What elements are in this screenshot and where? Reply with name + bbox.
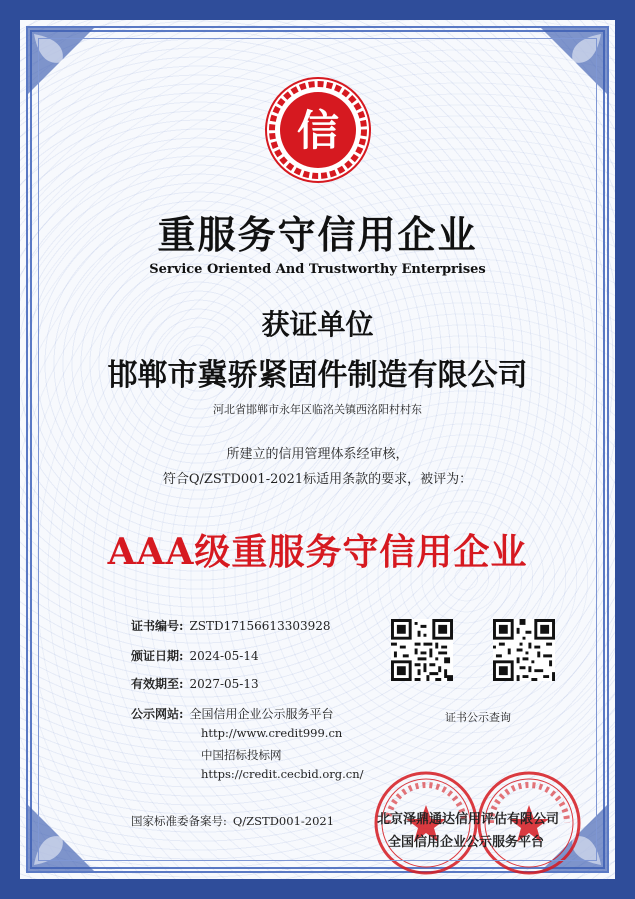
filing-row <box>131 813 334 829</box>
qr-code-icon[interactable] <box>391 619 453 681</box>
certificate-subtitle: Service Oriented And Trustworthy Enterprises <box>149 262 486 277</box>
public-site-row <box>131 705 333 722</box>
rating-title: AAA级重服务守信用企业 <box>107 531 528 573</box>
issue-date-row <box>131 647 259 664</box>
certificate-title: 重服务守信用企业 <box>157 212 478 257</box>
company-name: 邯郸市冀骄紧固件制造有限公司 <box>107 358 528 393</box>
corner-ornament-icon <box>539 26 609 96</box>
site2-name: 中国招标投标网 <box>201 748 282 762</box>
award-label: 获证单位 <box>261 308 374 341</box>
valid-date-row <box>131 675 259 692</box>
corner-ornament-icon <box>26 803 96 873</box>
site2-url[interactable]: https://credit.cecbid.org.cn/ <box>201 767 364 781</box>
site1-name: 全国信用企业公示服务平台 <box>189 707 334 721</box>
emblem-glyph: 信 <box>296 106 339 155</box>
valid-date-label: 有效期至: <box>131 677 184 691</box>
company-address: 河北省邯郸市永年区临洺关镇西洺阳村村东 <box>213 403 422 416</box>
issuer-name-1: 北京泽鼎通达信用评估有限公司 <box>377 812 560 827</box>
issuer-name-2: 全国信用企业公示服务平台 <box>388 835 545 850</box>
qr-caption: 证书公示查询 <box>445 711 511 724</box>
filing-value: Q/ZSTD001-2021 <box>232 814 335 828</box>
emblem-seal-icon <box>263 75 373 185</box>
public-site-label: 公示网站: <box>131 707 184 721</box>
site1-url[interactable]: http://www.credit999.cn <box>201 726 343 740</box>
cert-number-label: 证书编号: <box>131 619 184 633</box>
filing-label: 国家标准委备案号: <box>131 814 227 828</box>
statement-line-2: 符合Q/ZSTD001-2021标适用条款的要求，被评为： <box>162 472 473 487</box>
cert-number-row <box>131 617 331 634</box>
issue-date-value: 2024-05-14 <box>189 649 259 663</box>
statement-line-1: 所建立的信用管理体系经审核， <box>226 447 409 462</box>
qr-code-icon[interactable] <box>493 619 555 681</box>
issue-date-label: 颁证日期: <box>131 649 184 663</box>
cert-number-value: ZSTD17156613303928 <box>189 619 331 633</box>
corner-ornament-icon <box>26 26 96 96</box>
valid-date-value: 2027-05-13 <box>189 677 259 691</box>
